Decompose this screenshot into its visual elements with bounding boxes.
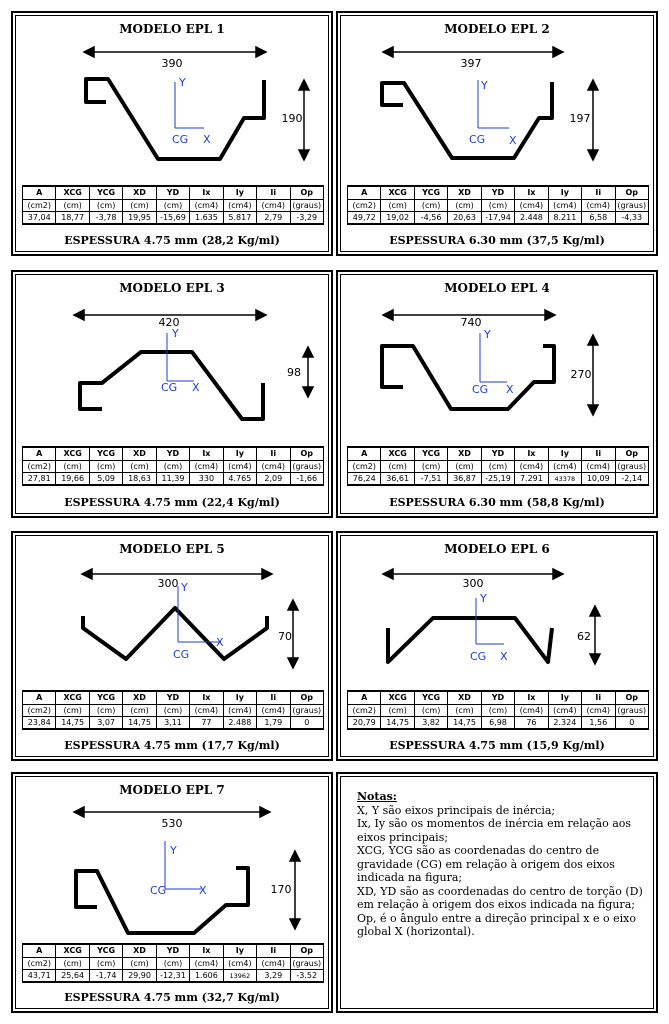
value-cell: 1.606 [190, 970, 223, 983]
value-cell: 3,29 [257, 970, 290, 983]
model-card-epl2 [336, 11, 658, 256]
value-cell: -12,31 [156, 970, 189, 983]
header-cell: YCG [414, 447, 447, 461]
x-axis-label: X [216, 636, 224, 649]
properties-table [22, 943, 324, 983]
header-cell: XCG [56, 944, 89, 958]
unit-cell: (cm) [156, 958, 189, 970]
header-cell: Iy [548, 186, 581, 200]
width-label: 740 [460, 316, 482, 329]
header-cell: Iy [223, 691, 256, 705]
y-axis-label: Y [484, 328, 491, 341]
width-label: 300 [157, 577, 179, 590]
model-title: MODELO EPL 7 [119, 783, 225, 797]
thickness-label: ESPESSURA 4.75 mm (28,2 Kg/ml) [64, 234, 280, 247]
header-cell: Ix [190, 447, 223, 461]
y-axis-label: Y [480, 592, 487, 605]
unit-cell: (cm4) [548, 200, 581, 212]
value-cell: 43,71 [23, 970, 56, 983]
units-row [23, 461, 324, 473]
note-line: Op, é o ângulo entre a direção principal x e o eixo global X (horizontal). [357, 911, 636, 938]
cg-label: CG [472, 383, 489, 396]
units-row [23, 200, 324, 212]
unit-cell: (cm) [481, 461, 514, 473]
thickness-label: ESPESSURA 4.75 mm (22,4 Kg/ml) [64, 496, 280, 509]
header-cell: Ix [190, 944, 223, 958]
cg-label: CG [150, 884, 167, 897]
x-axis-label: X [199, 884, 207, 897]
header-cell: Op [290, 186, 324, 200]
value-cell: 5.817 [223, 212, 256, 225]
values-row [348, 717, 649, 730]
units-row [348, 461, 649, 473]
value-cell: -1,66 [290, 473, 324, 486]
width-dimension [383, 47, 563, 57]
profile-figure [16, 16, 332, 186]
unit-cell: (cm4) [190, 705, 223, 717]
y-axis-label: Y [179, 76, 186, 89]
value-cell: 43378 [548, 473, 581, 486]
thickness-label: ESPESSURA 4.75 mm (32,7 Kg/ml) [64, 991, 280, 1004]
cg-label: CG [469, 133, 486, 146]
cg-label: CG [172, 133, 189, 146]
value-cell: 330 [190, 473, 223, 486]
unit-cell: (cm4) [190, 200, 223, 212]
unit-cell: (graus) [615, 200, 649, 212]
unit-cell: (cm) [123, 200, 156, 212]
value-cell: 19,66 [56, 473, 89, 486]
model-title: MODELO EPL 2 [444, 22, 550, 36]
value-cell: -15,69 [156, 212, 189, 225]
unit-cell: (cm2) [23, 705, 56, 717]
unit-cell: (cm) [448, 705, 481, 717]
unit-cell: (cm) [56, 705, 89, 717]
model-title: MODELO EPL 5 [119, 542, 225, 556]
header-cell: Op [290, 691, 324, 705]
profile-figure [341, 536, 657, 686]
header-cell: A [23, 944, 56, 958]
header-cell: Ix [190, 691, 223, 705]
x-axis-label: X [506, 383, 514, 396]
unit-cell: (cm4) [223, 461, 256, 473]
value-cell: 8.211 [548, 212, 581, 225]
values-row [348, 473, 649, 486]
properties-table [347, 446, 649, 486]
height-label: 98 [287, 366, 301, 379]
header-cell: YCG [414, 691, 447, 705]
value-cell: 6,58 [582, 212, 615, 225]
value-cell: 4.765 [223, 473, 256, 486]
profile-shape [76, 868, 248, 933]
cg-label: CG [470, 650, 487, 663]
value-cell: 5,09 [89, 473, 122, 486]
unit-cell: (cm2) [23, 200, 56, 212]
header-cell: YD [156, 447, 189, 461]
header-cell: XCG [56, 186, 89, 200]
header-cell: Ii [257, 186, 290, 200]
header-cell: Iy [223, 944, 256, 958]
header-cell: YCG [89, 447, 122, 461]
value-cell: -1,74 [89, 970, 122, 983]
unit-cell: (cm) [156, 705, 189, 717]
height-dimension [290, 851, 300, 929]
value-cell: 0 [290, 717, 324, 730]
unit-cell: (cm) [414, 705, 447, 717]
model-card-epl7 [11, 772, 333, 1013]
header-cell: YD [481, 447, 514, 461]
unit-cell: (cm) [89, 461, 122, 473]
height-label: 197 [569, 112, 591, 125]
value-cell: 14,75 [123, 717, 156, 730]
header-cell: YD [156, 186, 189, 200]
width-label: 397 [460, 57, 482, 70]
width-label: 530 [161, 817, 183, 830]
value-cell: 25,64 [56, 970, 89, 983]
unit-cell: (cm) [448, 200, 481, 212]
value-cell: 1.635 [190, 212, 223, 225]
model-card-epl6 [336, 531, 658, 761]
thickness-label: ESPESSURA 4.75 mm (15,9 Kg/ml) [389, 739, 605, 752]
principal-axes [167, 333, 194, 381]
model-card-epl4 [336, 270, 658, 518]
value-cell: 1,56 [582, 717, 615, 730]
header-cell: YD [156, 691, 189, 705]
header-cell: Ix [515, 691, 548, 705]
profile-figure [16, 777, 332, 942]
header-cell: Ix [515, 186, 548, 200]
width-label: 390 [161, 57, 183, 70]
header-cell: A [23, 691, 56, 705]
y-axis-label: Y [481, 79, 488, 92]
header-cell: Op [615, 447, 649, 461]
properties-table [22, 690, 324, 730]
notes-title: Notas: [357, 790, 397, 803]
unit-cell: (cm) [414, 200, 447, 212]
header-cell: Op [615, 691, 649, 705]
profile-figure [341, 275, 657, 445]
width-label: 420 [158, 316, 180, 329]
value-cell: 49,72 [348, 212, 381, 225]
model-title: MODELO EPL 3 [119, 281, 225, 295]
model-title: MODELO EPL 6 [444, 542, 550, 556]
notes-block [357, 790, 657, 939]
value-cell: 1,79 [257, 717, 290, 730]
header-cell: A [348, 447, 381, 461]
header-cell: XCG [381, 447, 414, 461]
model-card-epl1 [11, 11, 333, 256]
value-cell: 2.488 [223, 717, 256, 730]
unit-cell: (graus) [290, 461, 324, 473]
unit-cell: (cm4) [257, 705, 290, 717]
note-line: XCG, YCG são as coordenadas do centro de gravidade (CG) em relação à origem dos eixos indicada na figura; [357, 844, 615, 884]
header-cell: YCG [89, 691, 122, 705]
value-cell: 6,98 [481, 717, 514, 730]
width-dimension [74, 807, 270, 817]
unit-cell: (cm4) [223, 200, 256, 212]
properties-table [347, 185, 649, 225]
unit-cell: (cm) [89, 705, 122, 717]
unit-cell: (cm) [123, 958, 156, 970]
header-cell: Ix [515, 447, 548, 461]
unit-cell: (graus) [615, 705, 649, 717]
unit-cell: (cm4) [223, 958, 256, 970]
header-cell: YCG [414, 186, 447, 200]
height-label: 270 [570, 368, 592, 381]
x-axis-label: X [509, 134, 517, 147]
units-row [348, 705, 649, 717]
x-axis-label: X [192, 381, 200, 394]
header-cell: A [348, 186, 381, 200]
unit-cell: (cm2) [348, 705, 381, 717]
unit-cell: (cm) [89, 200, 122, 212]
values-row [348, 212, 649, 225]
model-title: MODELO EPL 4 [444, 281, 550, 295]
value-cell: 20,63 [448, 212, 481, 225]
unit-cell: (cm) [381, 461, 414, 473]
model-card-epl3 [11, 270, 333, 518]
model-title: MODELO EPL 1 [119, 22, 225, 36]
unit-cell: (cm) [123, 461, 156, 473]
unit-cell: (cm2) [23, 958, 56, 970]
unit-cell: (cm) [89, 958, 122, 970]
header-cell: Iy [548, 691, 581, 705]
value-cell: -7,51 [414, 473, 447, 486]
value-cell: 10,09 [582, 473, 615, 486]
header-cell: A [23, 186, 56, 200]
unit-cell: (cm4) [582, 200, 615, 212]
note-line: Ix, Iy são os momentos de inércia em relação aos eixos principais; [357, 817, 632, 844]
profile-figure [16, 275, 332, 445]
value-cell: -2,14 [615, 473, 649, 486]
header-cell: Ii [582, 691, 615, 705]
thickness-label: ESPESSURA 6.30 mm (37,5 Kg/ml) [389, 234, 605, 247]
header-cell: XD [448, 186, 481, 200]
value-cell: 36,61 [381, 473, 414, 486]
value-cell: -4,33 [615, 212, 649, 225]
value-cell: 3,07 [89, 717, 122, 730]
header-cell: YD [481, 186, 514, 200]
header-cell: Iy [548, 447, 581, 461]
units-row [23, 958, 324, 970]
value-cell: -3,78 [89, 212, 122, 225]
value-cell: 20,79 [348, 717, 381, 730]
unit-cell: (cm) [481, 200, 514, 212]
value-cell: 29,90 [123, 970, 156, 983]
header-cell: XD [448, 447, 481, 461]
values-row [23, 473, 324, 486]
header-cell: YCG [89, 944, 122, 958]
header-cell: Ii [582, 447, 615, 461]
header-cell: Iy [223, 186, 256, 200]
unit-cell: (graus) [290, 705, 324, 717]
header-cell: A [348, 691, 381, 705]
unit-cell: (cm4) [515, 705, 548, 717]
header-cell: XCG [381, 691, 414, 705]
value-cell: 11,39 [156, 473, 189, 486]
height-label: 190 [281, 112, 303, 125]
header-cell: Op [290, 944, 324, 958]
value-cell: 19,95 [123, 212, 156, 225]
value-cell: -3,29 [290, 212, 324, 225]
profile-shape [382, 82, 552, 158]
header-cell: Ix [190, 186, 223, 200]
value-cell: -25,19 [481, 473, 514, 486]
value-cell: 14,75 [381, 717, 414, 730]
x-axis-label: X [500, 650, 508, 663]
header-cell: Ii [257, 691, 290, 705]
header-cell: A [23, 447, 56, 461]
profile-shape [382, 346, 554, 409]
header-cell: Ii [257, 447, 290, 461]
unit-cell: (cm) [381, 705, 414, 717]
unit-cell: (cm2) [348, 461, 381, 473]
value-cell: -17,94 [481, 212, 514, 225]
value-cell: 3,82 [414, 717, 447, 730]
unit-cell: (graus) [290, 958, 324, 970]
unit-cell: (cm4) [223, 705, 256, 717]
value-cell: 23,84 [23, 717, 56, 730]
note-line: XD, YD são as coordenadas do centro de torção (D) em relação à origem dos eixos indicada na figura; [357, 884, 643, 911]
unit-cell: (cm) [56, 958, 89, 970]
unit-cell: (cm4) [257, 200, 290, 212]
unit-cell: (cm4) [257, 461, 290, 473]
values-row [23, 212, 324, 225]
value-cell: 2,79 [257, 212, 290, 225]
unit-cell: (cm4) [582, 461, 615, 473]
value-cell: 77 [190, 717, 223, 730]
header-cell: YD [481, 691, 514, 705]
value-cell: -4,56 [414, 212, 447, 225]
value-cell: 18,77 [56, 212, 89, 225]
units-row [348, 200, 649, 212]
cg-label: CG [173, 648, 190, 661]
header-cell: Ii [582, 186, 615, 200]
unit-cell: (cm4) [190, 958, 223, 970]
unit-cell: (cm4) [190, 461, 223, 473]
values-row [23, 970, 324, 983]
unit-cell: (cm) [56, 200, 89, 212]
width-label: 300 [462, 577, 484, 590]
header-cell: XD [448, 691, 481, 705]
units-row [23, 705, 324, 717]
value-cell: 14,75 [56, 717, 89, 730]
height-label: 170 [270, 883, 292, 896]
value-cell: 3,11 [156, 717, 189, 730]
note-line: X, Y são eixos principais de inércia; [357, 803, 556, 817]
x-axis-label: X [203, 133, 211, 146]
header-cell: XD [123, 691, 156, 705]
y-axis-label: Y [181, 581, 188, 594]
properties-table [22, 185, 324, 225]
model-card-epl5 [11, 531, 333, 761]
thickness-label: ESPESSURA 6.30 mm (58,8 Kg/ml) [389, 496, 605, 509]
header-cell: XCG [56, 447, 89, 461]
header-cell: XD [123, 447, 156, 461]
value-cell: 19,02 [381, 212, 414, 225]
header-cell: YD [156, 944, 189, 958]
header-cell: XD [123, 944, 156, 958]
header-cell: XCG [381, 186, 414, 200]
value-cell: 18,63 [123, 473, 156, 486]
value-cell: 37,04 [23, 212, 56, 225]
value-cell: 36,87 [448, 473, 481, 486]
y-axis-label: Y [172, 327, 179, 340]
value-cell: 2.448 [515, 212, 548, 225]
unit-cell: (cm) [448, 461, 481, 473]
unit-cell: (cm4) [515, 461, 548, 473]
value-cell: 2.324 [548, 717, 581, 730]
unit-cell: (cm4) [257, 958, 290, 970]
unit-cell: (cm) [481, 705, 514, 717]
value-cell: 76 [515, 717, 548, 730]
values-row [23, 717, 324, 730]
header-cell: XD [123, 186, 156, 200]
properties-table [22, 446, 324, 486]
unit-cell: (cm) [123, 705, 156, 717]
unit-cell: (cm) [381, 200, 414, 212]
height-label: 70 [278, 630, 292, 643]
value-cell: -3.52 [290, 970, 324, 983]
width-dimension [84, 47, 266, 57]
unit-cell: (cm4) [548, 461, 581, 473]
thickness-label: ESPESSURA 4.75 mm (17,7 Kg/ml) [64, 739, 280, 752]
height-dimension [303, 347, 313, 397]
unit-cell: (cm4) [515, 200, 548, 212]
header-cell: XCG [56, 691, 89, 705]
value-cell: 0 [615, 717, 649, 730]
header-cell: YCG [89, 186, 122, 200]
header-cell: Op [615, 186, 649, 200]
value-cell: 2,09 [257, 473, 290, 486]
value-cell: 27,81 [23, 473, 56, 486]
value-cell: 76,24 [348, 473, 381, 486]
unit-cell: (cm) [414, 461, 447, 473]
unit-cell: (cm4) [548, 705, 581, 717]
value-cell: 13962 [223, 970, 256, 983]
value-cell: 14,75 [448, 717, 481, 730]
value-cell: 7.291 [515, 473, 548, 486]
unit-cell: (graus) [615, 461, 649, 473]
height-label: 62 [577, 630, 591, 643]
cg-label: CG [161, 381, 178, 394]
unit-cell: (cm2) [23, 461, 56, 473]
height-dimension [590, 606, 600, 664]
header-cell: Ii [257, 944, 290, 958]
unit-cell: (graus) [290, 200, 324, 212]
unit-cell: (cm) [156, 200, 189, 212]
unit-cell: (cm) [56, 461, 89, 473]
unit-cell: (cm) [156, 461, 189, 473]
header-cell: Op [290, 447, 324, 461]
unit-cell: (cm4) [582, 705, 615, 717]
profile-figure [16, 536, 332, 686]
properties-table [347, 690, 649, 730]
profile-figure [341, 16, 657, 186]
y-axis-label: Y [170, 844, 177, 857]
header-cell: Iy [223, 447, 256, 461]
unit-cell: (cm2) [348, 200, 381, 212]
